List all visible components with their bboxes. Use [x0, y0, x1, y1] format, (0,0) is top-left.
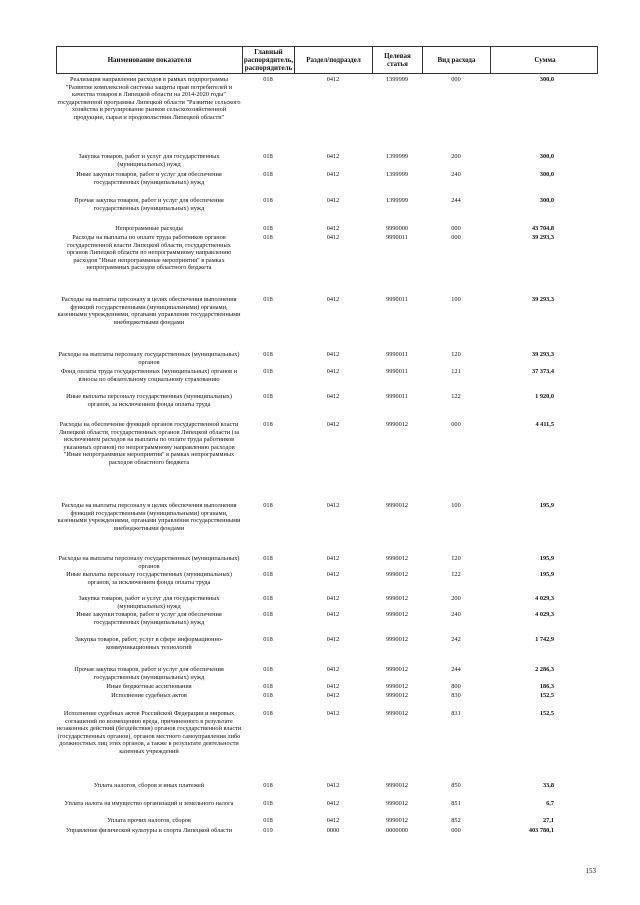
row-sum: 152,5 — [539, 710, 554, 717]
row-name: Расходы на выплаты персоналу в целях обеспечения выполнения функций государственными (муниципальными) органами, казенными учреждениями, органами управления государственными внебюджетными фондами — [57, 502, 241, 532]
row-name: Иные закупки товаров, работ и услуг для обеспечения государственных (муниципальных) нужд — [76, 611, 222, 626]
row-name: Иные выплаты персоналу государственных (муниципальных) органов, за исключением фонда оплаты труда — [66, 571, 232, 586]
row-sum: 300,0 — [539, 171, 554, 178]
row-name: Закупка товаров, работ и услуг для государственных (муниципальных) нужд — [78, 595, 220, 610]
row-admin: 018 — [263, 710, 273, 717]
row-admin: 019 — [263, 827, 273, 834]
row-admin: 018 — [263, 153, 273, 160]
row-type: 121 — [451, 368, 461, 375]
row-sum: 1 920,0 — [535, 393, 554, 400]
row-type: 120 — [451, 555, 461, 562]
row-target: 9990012 — [385, 421, 409, 428]
row-admin: 018 — [263, 502, 273, 509]
row-name: Уплата налога на имущество организаций и земельного налога — [64, 800, 234, 807]
row-name: Иные бюджетные ассигнования — [106, 683, 192, 690]
row-section: 0412 — [326, 234, 340, 241]
row-admin: 018 — [263, 368, 273, 375]
row-type: 830 — [451, 692, 461, 699]
row-sum: 195,9 — [539, 502, 554, 509]
row-section: 0412 — [326, 197, 340, 204]
row-admin: 018 — [263, 595, 273, 602]
row-name: Иные выплаты персоналу государственных (муниципальных) органов, за исключением фонда оплаты труда — [66, 393, 232, 408]
row-sum: 4 029,3 — [535, 595, 554, 602]
row-target: 9990012 — [385, 595, 409, 602]
row-admin: 018 — [263, 817, 273, 824]
row-type: 122 — [451, 571, 461, 578]
row-section: 0412 — [326, 421, 340, 428]
row-sum: 2 286,3 — [535, 666, 554, 673]
row-sum: 4 411,5 — [535, 421, 554, 428]
row-name: Расходы на выплаты персоналу государственных (муниципальных) органов — [58, 555, 240, 570]
row-section: 0412 — [326, 296, 340, 303]
row-type: 244 — [451, 197, 461, 204]
row-sum: 39 293,3 — [531, 351, 554, 358]
row-target: 9990011 — [386, 234, 408, 241]
row-name: Прочая закупка товаров, работ и услуг для обеспечения государственных (муниципальных) нужд — [74, 666, 224, 681]
row-target: 0000000 — [385, 827, 409, 834]
row-sum: 300,0 — [539, 153, 554, 160]
row-name: Расходы на выплаты персоналу в целях обеспечения выполнения функций государственными (муниципальными) органами, казенными учреждениями, органами управления государственными внебюджетными фондами — [57, 296, 241, 326]
row-name: Уплата налогов, сборов и иных платежей — [93, 782, 205, 789]
row-target: 9990012 — [385, 555, 409, 562]
row-section: 0412 — [326, 683, 340, 690]
row-admin: 018 — [263, 692, 273, 699]
header-expense-type: Вид расхода — [423, 47, 491, 73]
row-sum: 300,0 — [539, 76, 554, 83]
row-section: 0412 — [326, 800, 340, 807]
row-target: 9990012 — [385, 782, 409, 789]
row-type: 000 — [451, 225, 461, 232]
row-type: 200 — [451, 595, 461, 602]
row-type: 100 — [451, 502, 461, 509]
header-name: Наименование показателя — [57, 47, 243, 73]
row-type: 800 — [451, 683, 461, 690]
row-name: Расходы на обеспечение функций органов государственной власти Липецкой области, государственных органов Липецкой области (за исключением расходов на выплаты по оплате труда работников указанных органов) по непрограммному направлению расходов "Иные непрограммные мероприятия" в рамках непрограммных расходов областного бюджета — [58, 421, 240, 466]
row-admin: 018 — [263, 611, 273, 618]
row-name: Исполнение судебных актов — [111, 692, 187, 699]
row-section: 0412 — [326, 666, 340, 673]
row-type: 851 — [451, 800, 461, 807]
row-target: 9990000 — [385, 225, 409, 232]
row-section: 0412 — [326, 225, 340, 232]
row-type: 244 — [451, 666, 461, 673]
budget-table — [56, 46, 598, 834]
row-target: 9990012 — [385, 636, 409, 643]
row-name: Иные закупки товаров, работ и услуг для обеспечения государственных (муниципальных) нужд — [76, 171, 222, 186]
row-type: 850 — [451, 782, 461, 789]
row-type: 240 — [451, 611, 461, 618]
row-sum: 37 373,4 — [531, 368, 554, 375]
row-name: Расходы на выплаты персоналу государственных (муниципальных) органов — [58, 351, 240, 366]
row-name: Исполнение судебных актов Российской Федерации и мировых соглашений по возмещению вреда, причиненного в результате незаконных действий (бездействия) органов государственной власти (государственных органов), органов местного самоуправления либо должностных лиц этих органов, а также в результате деятельности казенных учреждений — [56, 710, 242, 755]
row-type: 242 — [451, 636, 461, 643]
row-admin: 018 — [263, 171, 273, 178]
row-target: 9990012 — [385, 817, 409, 824]
row-sum: 4 029,3 — [535, 611, 554, 618]
row-target: 9990012 — [385, 800, 409, 807]
row-sum: 403 780,1 — [528, 827, 554, 834]
row-name: Реализация направления расходов в рамках подпрограммы "Развитие комплексной системы защиты прав потребителей и качества товаров в Липецкой области на 2014-2020 годы" государственной программы Липецкой области "Развитие сельского хозяйства и регулирование рынков сельскохозяйственной продукции, сырья и продовольствия Липецкой области" — [57, 76, 241, 121]
row-admin: 018 — [263, 351, 273, 358]
header-section: Раздел/подраздел — [295, 47, 373, 73]
row-sum: 39 293,3 — [531, 234, 554, 241]
row-section: 0412 — [326, 393, 340, 400]
row-admin: 018 — [263, 393, 273, 400]
row-name: Прочая закупка товаров, работ и услуг для обеспечения государственных (муниципальных) нужд — [74, 197, 224, 212]
row-admin: 018 — [263, 421, 273, 428]
row-sum: 39 293,3 — [531, 296, 554, 303]
row-admin: 018 — [263, 197, 273, 204]
row-admin: 018 — [263, 666, 273, 673]
row-admin: 018 — [263, 555, 273, 562]
row-target: 9990012 — [385, 692, 409, 699]
row-sum: 33,8 — [542, 782, 554, 789]
row-admin: 018 — [263, 76, 273, 83]
row-type: 000 — [451, 421, 461, 428]
row-target: 1399999 — [385, 76, 409, 83]
row-name: Закупка товаров, работ, услуг в сфере информационно-коммуникационных технологий — [74, 636, 224, 651]
row-type: 200 — [451, 153, 461, 160]
row-type: 000 — [451, 76, 461, 83]
row-sum: 152,5 — [539, 692, 554, 699]
row-name: Закупка товаров, работ и услуг для государственных (муниципальных) нужд — [78, 153, 220, 168]
row-type: 240 — [451, 171, 461, 178]
row-section: 0412 — [326, 351, 340, 358]
row-admin: 018 — [263, 234, 273, 241]
row-sum: 195,9 — [539, 555, 554, 562]
row-target: 9990011 — [386, 368, 408, 375]
row-section: 0412 — [326, 76, 340, 83]
row-admin: 018 — [263, 571, 273, 578]
row-type: 000 — [451, 827, 461, 834]
row-section: 0412 — [326, 571, 340, 578]
row-name: Расходы на выплаты по оплате труда работников органов государственной власти Липецкой области, государственных органов Липецкой области по непрограммному направлению расходов "Иные непрограммные мероприятия" в рамках непрограммных расходов областного бюджета — [66, 234, 232, 272]
row-admin: 018 — [263, 683, 273, 690]
row-name: Управление физической культуры и спорта Липецкой области — [65, 827, 233, 834]
row-target: 9990012 — [385, 611, 409, 618]
row-target: 1399999 — [385, 171, 409, 178]
row-type: 122 — [451, 393, 461, 400]
row-admin: 018 — [263, 636, 273, 643]
row-sum: 300,0 — [539, 197, 554, 204]
row-section: 0412 — [326, 692, 340, 699]
row-target: 9990012 — [385, 666, 409, 673]
header-target: Целевая статья — [373, 47, 423, 73]
row-section: 0412 — [326, 171, 340, 178]
row-name: Фонд оплаты труда государственных (муниципальных) органов и взносы по обязательному социальному страхованию — [60, 368, 238, 383]
row-admin: 018 — [263, 782, 273, 789]
row-section: 0412 — [326, 710, 340, 717]
row-target: 9990012 — [385, 502, 409, 509]
row-section: 0000 — [326, 827, 340, 834]
row-section: 0412 — [326, 153, 340, 160]
row-section: 0412 — [326, 611, 340, 618]
header-admin: Главный распорядитель, распорядитель — [243, 48, 294, 72]
row-type: 831 — [451, 710, 461, 717]
row-sum: 43 704,8 — [531, 225, 554, 232]
row-target: 9990011 — [386, 351, 408, 358]
table-header — [56, 46, 598, 74]
row-section: 0412 — [326, 502, 340, 509]
row-section: 0412 — [326, 636, 340, 643]
row-target: 9990011 — [386, 393, 408, 400]
row-type: 852 — [451, 817, 461, 824]
row-type: 000 — [451, 234, 461, 241]
row-target: 9990012 — [385, 683, 409, 690]
row-target: 9990011 — [386, 296, 408, 303]
row-admin: 018 — [263, 225, 273, 232]
row-admin: 018 — [263, 296, 273, 303]
row-admin: 018 — [263, 800, 273, 807]
row-type: 100 — [451, 296, 461, 303]
row-section: 0412 — [326, 368, 340, 375]
row-name: Непрограммные расходы — [115, 225, 183, 232]
row-section: 0412 — [326, 782, 340, 789]
row-section: 0412 — [326, 595, 340, 602]
row-target: 1399999 — [385, 197, 409, 204]
row-name: Уплата прочих налогов, сборов — [107, 817, 191, 824]
row-sum: 186,3 — [539, 683, 554, 690]
row-sum: 27,1 — [542, 817, 554, 824]
row-target: 9990012 — [385, 571, 409, 578]
row-target: 9990012 — [385, 710, 409, 717]
row-sum: 195,9 — [539, 571, 554, 578]
row-target: 1399999 — [385, 153, 409, 160]
row-sum: 1 742,9 — [535, 636, 554, 643]
row-section: 0412 — [326, 555, 340, 562]
header-sum: Сумма — [534, 56, 556, 64]
page-number: 153 — [585, 867, 596, 875]
row-section: 0412 — [326, 817, 340, 824]
row-type: 120 — [451, 351, 461, 358]
row-sum: 6,7 — [546, 800, 554, 807]
